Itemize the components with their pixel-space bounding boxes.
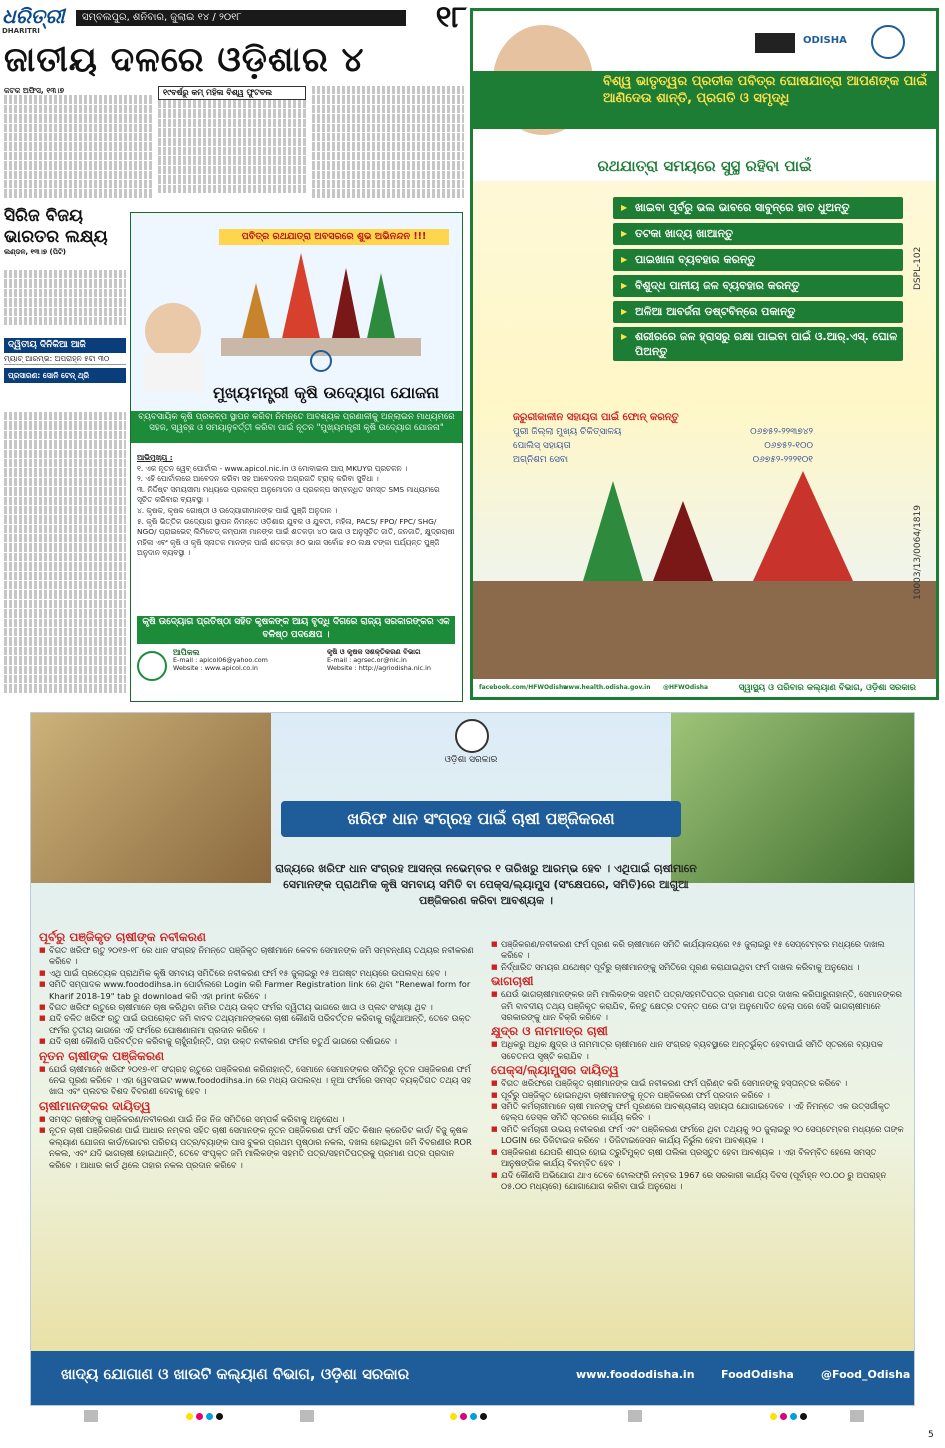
bullet: ■ ଯଦି କୌଣସି ଅଭିଯୋଗ ଥାଏ ତେବେ ଟୋଲଫ୍ରି ନମ୍ବର 1967 ରେ ସରକାରୀ କାର୍ଯ୍ୟ ଦିବସ (ପୂର୍ବାହ୍ନ ୧୦.୦୦ ରୁ ଅପରାହ୍ନ ୦୫.୦୦ ମଧ୍ୟରେ) ଯୋଗାଯୋଗ କରିବା ପାଇଁ ଅନୁରୋଧ ।: [491, 1170, 906, 1193]
bullet: ■ ସମିତି ସମ୍ପାଦକ www.foododihsa.in ପୋର୍ଟାଲରେ Login କରି Farmer Registration link ରେ ଥିବା "Renewal form for Kharif 2018-19" tab ରୁ download କରି ଏହା print କରିବେ ।: [39, 979, 479, 1002]
feature-item: ୫. କୃଷି ଭିତ୍ତିକ ଉଦ୍ୟୋଗ ସ୍ଥାପନ ନିମନ୍ତେ ଓଡ଼ିଶାର ଯୁବକ ଓ ଯୁବତୀ, ମହିଳା, PACS/ FPO/ FPC/ SHG/ NGO/ ପ୍ରାଇଭେଟ୍ ଲିମିଟେଡ୍ କମ୍ପାନୀ ମାନଙ୍କ ପାଇଁ ଶତକଡ଼ା ୪୦ ଭାଗ ଓ ଅନୁସୂଚିତ ଜାତି, ଜନଜାତି, କ୍ଷୁଦ୍ରଚାଷୀ ମହିଳା ଏବଂ କୃଷି ଓ କୃଷି ସ୍ନାତକ ମାନଙ୍କ ପାଇଁ ଶତକଡ଼ା ୫୦ ଭାଗ ସର୍ବୋଚ୍ଚ ୫୦ ଲକ୍ଷ ଟଙ୍କା ପର୍ଯ୍ୟନ୍ତ ପୁଞ୍ଜି ଅନୁଦାନ ବ୍ୟବସ୍ଥା ।: [137, 516, 455, 558]
bullet: ■ ପଞ୍ଜିକରଣ ଯେପରି ଶୀଘ୍ର ହୋଇ ତ୍ରୁଟିମୁକ୍ତ ଚାଷୀ ତାଲିକା ପ୍ରସ୍ତୁତ ହେବା ଆବଶ୍ୟକ । ଏହା ବିଳମ୍ବିତ ହେଲେ ସମସ୍ତ ଆନୁଷଙ୍ଗିକ କାର୍ଯ୍ୟ ବିଳମ୍ବିତ ହେବ ।: [491, 1147, 906, 1170]
byline: କଟକ ଅଫିସ, ୧୩।୭: [4, 86, 65, 95]
bullet: ■ ଯେଉଁ ଭାଗଚାଷୀମାନଙ୍କର ଜମି ମାଲିକଙ୍କ ସହମତି ପତ୍ର/ସହମତିପତ୍ର ପ୍ରମାଣ ପତ୍ର ଦାଖଲ କରିପାରୁନାହାନ୍ତି, ସେମାନଙ୍କର ଜମି ବାବଦୀୟ ତଥ୍ୟ ପଞ୍ଜିକୃତ କରାଯିବ, କିନ୍ତୁ କ୍ଷେତ୍ର ତଦନ୍ତ ପରେ ତା'ହା ଅନୁମୋଦିତ ହେଲା ପରେ ସେହି ଭାଗଚାଷୀମାନେ ସରକାରଙ୍କୁ ଧାନ ବିକ୍ରି କରିବେ ।: [491, 989, 906, 1023]
sheet-number: 5: [928, 1430, 934, 1440]
bullet: ■ ବିଗତ ଖରିଫ ଋତୁ ୨୦୧୭-୧୮ ରେ ଧାନ ସଂଗ୍ରହ ନିମନ୍ତେ ପଞ୍ଜିକୃତ ଚାଷୀମାନେ କେବଳ ସେମାନଙ୍କ ଜମି ସମ୍ବନ୍ଧୀୟ ତଥ୍ୟର ନବୀକରଣ କରିବେ ।: [39, 945, 479, 968]
gray-swatch: [300, 1410, 314, 1422]
feature-item: ୪. କୃଷକ, କୃଷକ ଗୋଷ୍ଠୀ ଓ ଉଦ୍ୟୋଗୀମାନଙ୍କ ପାଇଁ ପୁଞ୍ଜି ଅନୁଦାନ ।: [137, 505, 338, 515]
match-time: ମ୍ୟାଚ୍ ଆରମ୍ଭ: ଅପରାହ୍ନ ୫ଟା ୩୦: [4, 353, 126, 365]
apicol-logo-icon: [137, 651, 167, 681]
match-info-box: [4, 338, 126, 400]
series-headline: ସିରିଜ ବିଜୟ ଭାରତର ଲକ୍ଷ୍ୟ: [4, 206, 108, 247]
bullet: ■ ନୂତନ ଚାଷୀ ପଞ୍ଜିକରଣ ପାଇଁ ଆଧାର ନମ୍ବର ସହିତ ଚାଷୀ ସେମାନଙ୍କ ନୂତନ ପଞ୍ଜିକରଣ ଫର୍ମ ସହିତ କିଷାନ କ୍ରେଡିଟ କାର୍ଡ/ ବିଜୁ କୃଷକ କଲ୍ୟାଣ ଯୋଜନା କାର୍ଡ/ଭୋଟର ପରିଚୟ ପତ୍ର/ବ୍ୟାଙ୍କ ପାସ ବୁକର ପ୍ରଥମ ପୃଷ୍ଠାର ନକଲ, ଦଖଲ ହୋଇଥିବା ଜମି ବିବରଣୀର ROR ନକଲ, ଏବଂ ଯଦି ଭାଗଚାଷୀ ହୋଇଥାନ୍ତି, ତେବେ ସଂପୃକ୍ତ ଜମି ମାଲିକଙ୍କ ସହମତି ପତ୍ର/ସହମତିପତ୍ରକୁ ପ୍ରମାଣ ପତ୍ର ପ୍ରଦାନ କରିବେ । ଆଧାର କାର୍ଡ ଥିଲେ ତାହାର ନକଲ ପ୍ରଦାନ କରିବେ ।: [39, 1125, 479, 1171]
hockey-logo-icon: [755, 33, 795, 53]
dept-contact: କୃଷି ଓ କୃଷକ ସଶକ୍ତିକରଣ ବିଭାଗ E-mail : agrsec.or@nic.in Website : http://agriodisha.nic.in: [327, 648, 431, 672]
health-tip: ▶ ଶରୀରରେ ଜଳ ହ୍ରାସରୁ ରକ୍ଷା ପାଇବା ପାଇଁ ଓ.ଆର୍.ଏସ୍. ଘୋଳ ପିଅନ୍ତୁ: [613, 327, 903, 361]
food-website-link[interactable]: www.foododisha.in: [576, 1368, 695, 1381]
paddy-registration-ad: [30, 712, 915, 1406]
bullet: ■ ସମସ୍ତ ଚାଷୀଙ୍କୁ ପଞ୍ଜିକରଣ/ନବୀକରଣ ପାଇଁ ନିଜ ନିଜ ସମିତିରେ ସମ୍ପର୍କ କରିବାକୁ ଅନୁରୋଧ ।: [39, 1114, 479, 1125]
left-column: [39, 929, 479, 1349]
scheme-tagline: କୃଷି ଉଦ୍ୟୋଗ ପ୍ରତିଷ୍ଠା ସହିତ କୃଷକଙ୍କ ଆୟ ବୃଦ୍ଧି ଦିଗରେ ରାଜ୍ୟ ସରକାରଙ୍କର ଏକ ବଳିଷ୍ଠ ପଦକ୍ଷେପ ।: [137, 616, 455, 644]
gray-swatch: [84, 1410, 98, 1422]
masthead: [0, 0, 470, 38]
cyan-dot-icon: [790, 1413, 797, 1420]
farmers-photo: [31, 713, 271, 883]
apicol-contact: ଆପିକଲ E-mail : apicol06@yahoo.com Website : www.apicol.co.in: [173, 648, 268, 672]
series-body-text-2: [4, 412, 126, 702]
state-emblem-icon: [455, 719, 489, 753]
bullet: ■ ସମିତି କର୍ମଚାରୀ ଉଭୟ ନବୀକରଣ ଫର୍ମ ଏବଂ ପଞ୍ଜିକରଣ ଫର୍ମରେ ଥିବା ତଥ୍ୟକୁ ୨୦ ଜୁଲାଇରୁ ୨୦ ସେପ୍ଟେମ୍ବର ମଧ୍ୟରେ ତାଙ୍କ LOGIN ରେ ଡିଜିଟାଇଜ କରିବେ । ଡିଜିଟାଇଜେସନ କାର୍ଯ୍ୟ ନିର୍ଭୁଲ ହେବା ଆବଶ୍ୟକ ।: [491, 1124, 906, 1147]
bullet: ■ ଏଥି ପାଇଁ ପ୍ରତ୍ୟେକ ପ୍ରାଥମିକ କୃଷି ସମବାୟ ସମିତିରେ ନବୀକରଣ ଫର୍ମ ୧୫ ଜୁଲାଇରୁ ୧୫ ଅଗଷ୍ଟ ମଧ୍ୟରେ ଉପଲବ୍ଧ ହେବ ।: [39, 968, 479, 979]
emergency-row: ପୋଲିସ୍ ସହାୟତା ୦୬୭୫୨-୧୦୦: [513, 441, 813, 451]
match-box-title: ଦ୍ୱିତୀୟ ଦିନିକିଆ ଆଜି: [4, 338, 126, 353]
body-text: [4, 95, 152, 198]
magenta-dot-icon: [460, 1413, 467, 1420]
series-story-header: [4, 206, 126, 268]
broadcast-info: ପ୍ରସାରଣ: ସୋନି ଟେନ୍ ଥ୍ରି: [4, 368, 126, 383]
health-tip: ▶ ଖାଇବା ପୂର୍ବରୁ ଭଲ ଭାବରେ ସାବୁନ୍‌ରେ ହାତ ଧୁଅନ୍ତୁ: [613, 197, 903, 219]
cyan-dot-icon: [470, 1413, 477, 1420]
lead-headline: ଜାତୀୟ ଦଳରେ ଓଡ଼ିଶାର ୪: [4, 40, 365, 80]
byline: ଲଣ୍ଡନ, ୧୩।୭ (ପିଟି): [4, 248, 66, 256]
paddy-footer: [31, 1351, 914, 1405]
bullet: ■ ନିର୍ଦ୍ଧାରିତ ସମୟର ଯଥେଷ୍ଟ ପୂର୍ବରୁ ଚାଷୀମାନଙ୍କୁ ସମିତିରେ ପୂରଣ କରାଯାଇଥିବା ଫର୍ମ ଦାଖଲ କରିବାକୁ ଅନୁରୋଧ ।: [491, 962, 906, 973]
series-body-text: [4, 270, 126, 330]
section-title: ଭାଗଚାଷୀ: [491, 974, 534, 989]
section-title: ପେକ୍ସ/ଲ୍ୟାମ୍ପ୍ସର ଦାୟିତ୍ୱ: [491, 1063, 619, 1078]
food-dept-name: ଖାଦ୍ୟ ଯୋଗାଣ ଓ ଖାଉଟି କଲ୍ୟାଣ ବିଭାଗ, ଓଡ଼ିଶା ସରକାର: [61, 1365, 410, 1383]
bullet: ■ ବିଗତ ଖରିଫରେ ପଞ୍ଜିକୃତ ଚାଷୀମାନଙ୍କ ପାଇଁ ନବୀକରଣ ଫର୍ମ ପ୍ରିଣ୍ଟ କରି ସେମାନଙ୍କୁ ହସ୍ତାନ୍ତର କରିବେ ।: [491, 1078, 906, 1089]
ad-header-area: [131, 213, 462, 413]
bullet: ■ ପଞ୍ଜିକରଣ/ନବୀକରଣ ଫର୍ମ ପୂରଣ କରି ଚାଷୀମାନେ ସମିତି କାର୍ଯ୍ୟାଳୟରେ ୧୫ ଜୁଲାଇରୁ ୧୫ ସେପ୍ଟେମ୍ବର ମଧ୍ୟରେ ଦାଖଲ କରିବେ ।: [491, 939, 906, 962]
gray-swatch: [628, 1410, 642, 1422]
feature-item: ୩. ନିର୍ଦ୍ଦିଷ୍ଟ ସମୟସୀମା ମଧ୍ୟରେ ପ୍ରକଳ୍ପ ଅନୁମୋଦନ ଓ ପ୍ରକଳ୍ପ ସମ୍ବନ୍ଧିତ ସମସ୍ତ SMS ମାଧ୍ୟମରେ ସୂଚିତ କରିବାର ବ୍ୟବସ୍ଥା ।: [137, 484, 440, 505]
news-column-2: [158, 86, 306, 204]
state-emblem-icon: [871, 25, 905, 59]
twitter-link[interactable]: @HFWOdisha: [663, 684, 709, 691]
feature-item: ୨. ଏହି ପୋର୍ଟାଲରେ ଆବେଦନ କରିବା ସହ ଆବେଦନର ଅଗ୍ରଗତି ଟ୍ରାକ୍ କରିବା ସୁବିଧା ।: [137, 474, 379, 484]
health-rathyatra-ad: [470, 8, 939, 700]
scheme-intro: ବ୍ୟବସାୟିକ କୃଷି ପ୍ରକଳ୍ପ ସ୍ଥାପନ କରିବା ନିମନ୍ତେ ଆବଶ୍ୟକ ପ୍ରଣାଳୀକୁ ଅନ୍‌ଲାଇନ ମାଧ୍ୟମରେ ସହଜ, ସ୍ୱଚ୍ଛ ଓ ସମୟାନୁବର୍ତ୍ତୀ କରିବା ପାଇଁ ନୂତନ "ମୁଖ୍ୟମନ୍ତ୍ରୀ କୃଷି ଉଦ୍ୟୋଗ ଯୋଜନା": [131, 411, 462, 443]
cyan-dot-icon: [206, 1413, 213, 1420]
black-dot-icon: [216, 1413, 223, 1420]
features-list: [137, 453, 457, 611]
health-dept-name: ସ୍ୱାସ୍ଥ୍ୟ ଓ ପରିବାର କଲ୍ୟାଣ ବିଭାଗ, ଓଡ଼ିଶା ସରକାର: [738, 683, 916, 693]
gov-label: ଓଡ଼ିଶା ସରକାର: [444, 755, 498, 765]
bullet: ■ ବିଗତ ଖରିଫ ଋତୁରେ ଚାଷୀମାନେ ଚାଷ କରିଥିବା ଜମିର ତଥ୍ୟ ଉକ୍ତ ଫର୍ମର ଦ୍ୱିତୀୟ ଭାଗରେ ଖାତା ଓ ପ୍ଲଟ ସଂଖ୍ୟା ଥିବ ।: [39, 1002, 479, 1013]
ad-code: DSPL-102: [913, 246, 923, 290]
emergency-row: ପୁରୀ ଜିଲ୍ଲା ମୁଖ୍ୟ ଚିକିତ୍ସାଳୟ ୦୬୭୫୨-୨୨୩୭୪୨: [513, 427, 813, 437]
contacts: [137, 649, 457, 699]
bullet: ■ ଯଦି ଚାଷୀ କୌଣସି ପରିବର୍ତ୍ତନ କରିବାକୁ ଚାହୁଁନାହାଁନ୍ତି, ତାହା ଉକ୍ତ ନବୀକରଣ ଫର୍ମର ଚତୁର୍ଥ ଭାଗରେ ଦର୍ଶାଇବେ ।: [39, 1036, 479, 1047]
chariots-illustration: [473, 471, 936, 679]
section-title: ପୂର୍ବରୁ ପଞ୍ଜିକୃତ ଚାଷୀଙ୍କ ନବୀକରଣ: [39, 930, 206, 944]
bullet: ■ ଯେଉଁ ଚାଷୀମାନେ ଖରିଫ ୨୦୧୭-୧୮ ସଂଗ୍ରହ ଋତୁରେ ପଞ୍ଜିକରଣ କରିନାହାନ୍ତି, ସେମାନେ ସେମାନଙ୍କର ସମିତିରୁ ନୂତନ ପଞ୍ଜିକରଣ ଫର୍ମ ନେଇ ପୂରଣ କରିବେ । ଏହା ୱେବସାଇଟ www.foododihsa.in ରେ ମଧ୍ୟ ଉପଲବ୍ଧ । ନୂଆ ଫର୍ମରେ ସମସ୍ତ ବ୍ୟକ୍ତିଗତ ତଥ୍ୟ ସହ ଖାତା ଏବଂ ପ୍ଲଟର ବିଶଦ ବିବରଣୀ ଦେବାକୁ ହେବ ।: [39, 1064, 479, 1098]
dateline: ସମ୍ବଲପୁର, ଶନିବାର, ଜୁଲାଇ ୧୪ / ୨୦୧୮: [76, 10, 406, 26]
food-facebook-link[interactable]: FoodOdisha: [721, 1368, 794, 1381]
yellow-dot-icon: [450, 1413, 457, 1420]
paddy-intro: ରାଜ୍ୟରେ ଖରିଫ ଧାନ ସଂଗ୍ରହ ଆସନ୍ତା ନଭେମ୍ବର ୧ ତାରିଖରୁ ଆରମ୍ଭ ହେବ । ଏଥିପାଇଁ ଚାଷୀମାନେ ସେମାନଙ୍କ ପ୍ରାଥମିକ କୃଷି ସମବାୟ ସମିତି ବା ପେକ୍ସ/ଲ୍ୟାମ୍ପ୍ସ (ସଂକ୍ଷେପରେ, ସମିତି)ରେ ଆଗୁଆ ପଞ୍ଜିକରଣ କରିବା ଆବଶ୍ୟକ ।: [275, 862, 697, 907]
paddy-title: ଖରିଫ ଧାନ ସଂଗ୍ରହ ପାଇଁ ଚାଷୀ ପଞ୍ଜିକରଣ: [281, 801, 681, 837]
health-footer: [473, 679, 936, 697]
facebook-link[interactable]: facebook.com/HFWOdisha: [479, 684, 568, 691]
yellow-dot-icon: [186, 1413, 193, 1420]
health-headline: ବିଶ୍ୱ ଭାତୃତ୍ୱର ପ୍ରତୀକ ପବିତ୍ର ଘୋଷଯାତ୍ରା ଆପଣଙ୍କ ପାଇଁ ଆଣିଦେଉ ଶାନ୍ତି, ପ୍ରଗତି ଓ ସମୃଦ୍ଧି: [603, 74, 928, 106]
health-tip: ▶ ପାଇଖାନା ବ୍ୟବହାର କରନ୍ତୁ: [613, 249, 903, 271]
greeting-banner: ପବିତ୍ର ରଥଯାତ୍ରା ଅବସରରେ ଶୁଭ ଅଭିନନ୍ଦନ !!!: [219, 229, 449, 245]
bullet: ■ ପୂର୍ବରୁ ପଞ୍ଜିକୃତ ହୋଇନଥିବା ଚାଷୀମାନଙ୍କୁ ନୂତନ ପଞ୍ଜିକରଣ ଫର୍ମ ପ୍ରଦାନ କରିବେ ।: [491, 1090, 906, 1101]
bullet: ■ ସମିତି କର୍ମଚାରୀମାନେ ଚାଷୀ ମାନଙ୍କୁ ଫର୍ମ ପୂରଣରେ ଆବଶ୍ୟକୀୟ ସହାୟତା ଯୋଗାଇଦେବେ । ଏହି ନିମନ୍ତେ ଏକ ଉତ୍ସର୍ଗୀକୃତ ହେଲ୍ପ ଡେସ୍କ ସମିତି ସ୍ତରରେ କାର୍ଯ୍ୟ କରିବ ।: [491, 1101, 906, 1124]
gray-swatch: [850, 1410, 864, 1422]
news-column-1: [4, 86, 152, 204]
farmer-mobile-photo: [671, 713, 914, 883]
right-column: [491, 939, 906, 1349]
black-dot-icon: [800, 1413, 807, 1420]
health-tip: ▶ ଅଳିଆ ଆବର୍ଜନା ଡଷ୍ଟବିନ୍‌ରେ ପକାନ୍ତୁ: [613, 301, 903, 323]
health-subheading: ରଥଯାତ୍ରା ସମୟରେ ସୁସ୍ଥ ରହିବା ପାଇଁ: [473, 151, 936, 181]
section-title: ନୂତନ ଚାଷୀଙ୍କ ପଞ୍ଜିକରଣ: [39, 1048, 165, 1063]
emergency-row: ଅଗ୍ନିଶମ ସେବା ୦୬୭୫୨-୨୨୨୧୦୧: [513, 455, 813, 465]
bullet: ■ ଅଧିକରୁ ଅଧିକ କ୍ଷୁଦ୍ର ଓ ନାମମାତ୍ର ଚାଷୀମାନେ ଧାନ ସଂଗ୍ରହ ବ୍ୟବସ୍ଥାରେ ଅନ୍ତର୍ଭୁକ୍ତ ହେବାପାଇଁ ସମିତି ସ୍ତରରେ ବ୍ୟାପକ ସଚେତନତା ସୃଷ୍ଟି କରାଯିବ ।: [491, 1039, 906, 1062]
newspaper-logo: ଧରିତ୍ରୀ DHARITRI: [2, 4, 65, 35]
odisha-logo: ODISHA: [803, 35, 847, 46]
section-title: ଚାଷୀମାନଙ୍କର ଦାୟିତ୍ୱ: [39, 1098, 151, 1113]
magenta-dot-icon: [196, 1413, 203, 1420]
emergency-title: ଜରୁରୀକାଳୀନ ସହାୟତା ପାଇଁ ଫୋନ୍ କରନ୍ତୁ: [513, 412, 679, 423]
krushi-udyog-ad: [130, 212, 463, 702]
yellow-dot-icon: [770, 1413, 777, 1420]
health-tip: ▶ ବିଶୁଦ୍ଧ ପାନୀୟ ଜଳ ବ୍ୟବହାର କରନ୍ତୁ: [613, 275, 903, 297]
worldcup-subhead: ୧୯ବର୍ଷରୁ କମ୍ ମହିଳା ବିଶ୍ୱ ଫୁଟବଲ: [158, 86, 306, 100]
feature-item: ୧. ଏକ ନୂତନ ୱେବ୍ ପୋର୍ଟାଲ - www.apicol.nic.in ଓ ମୋବାଇଲ ଆପ୍ MKUYର ପ୍ରଚଳନ ।: [137, 463, 408, 473]
bullet: ■ ଯଦି ଚଳିତ ଖରିଫ ଋତୁ ପାଇଁ ଉପରୋକ୍ତ ଜମି ବାବଦ ତଥ୍ୟମାନଙ୍କରେ ଚାଷୀ କୌଣସି ପରିବର୍ତ୍ତନ କରିବାକୁ ଚାହୁଁଥାଆନ୍ତି, ତେବେ ଉକ୍ତ ଫର୍ମର ତୃତୀୟ ଭାଗରେ ଏହି ଫର୍ମରେ ଘୋଷଣାନାମା ପ୍ରଦାନ କରିବେ ।: [39, 1013, 479, 1036]
body-text: [312, 86, 464, 199]
black-dot-icon: [480, 1413, 487, 1420]
food-twitter-link[interactable]: @Food_Odisha: [821, 1368, 911, 1381]
website-link[interactable]: www.health.odisha.gov.in: [563, 684, 651, 691]
scheme-title: ମୁଖ୍ୟମନ୍ତ୍ରୀ କୃଷି ଉଦ୍ୟୋଗ ଯୋଜନା: [212, 383, 440, 402]
ad-code: 10003/13/0064/1819: [913, 505, 923, 600]
section-title: କ୍ଷୁଦ୍ର ଓ ନାମମାତ୍ର ଚାଷୀ: [491, 1024, 608, 1039]
health-tip: ▶ ତଟକା ଖାଦ୍ୟ ଖାଆନ୍ତୁ: [613, 223, 903, 245]
print-registration-marks: [0, 1410, 945, 1448]
features-title: ଆଭିମୁଖ୍ୟ :: [137, 453, 173, 462]
magenta-dot-icon: [780, 1413, 787, 1420]
body-text: [158, 100, 306, 194]
page-number: ୧୮: [435, 0, 467, 35]
news-column-3: [312, 86, 464, 204]
